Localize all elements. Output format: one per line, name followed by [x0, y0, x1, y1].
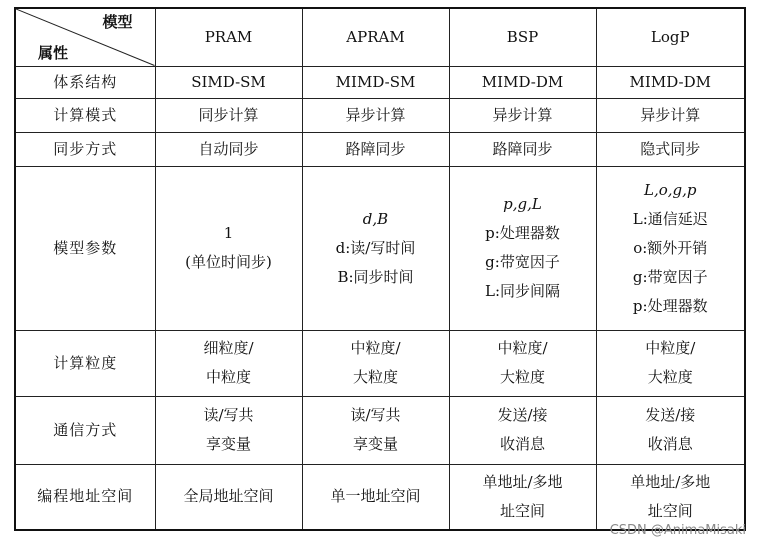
- cell-line: MIMD-SM: [335, 72, 416, 91]
- cell-line: 单地址/多地: [482, 472, 563, 491]
- cell-line: p:处理器数: [632, 296, 708, 315]
- cell-line: 中粒度/: [497, 339, 548, 357]
- table-cell: [155, 98, 302, 132]
- cell-line: SIMD-SM: [191, 72, 266, 91]
- table-cell: [596, 98, 745, 132]
- cell-line: 发送/接: [497, 406, 548, 424]
- corner-attribute-label: 属性: [38, 43, 69, 62]
- table-cell: [596, 396, 745, 464]
- cell-line: 收消息: [499, 435, 545, 453]
- table-cell: [449, 166, 596, 330]
- cell-line: 路障同步: [492, 139, 553, 158]
- table-cell: [302, 396, 449, 464]
- cell-line: 隐式同步: [640, 139, 701, 158]
- cell-line: 大粒度: [647, 368, 693, 386]
- table-row: [15, 98, 745, 132]
- table-cell: [155, 396, 302, 464]
- header-logp: LogP: [596, 8, 745, 66]
- cell-line: 收消息: [647, 435, 693, 453]
- cell-line: 单地址/多地: [630, 472, 711, 491]
- cell-line: 享变量: [205, 435, 251, 453]
- table-cell: [596, 330, 745, 396]
- cell-line: 中粒度/: [645, 339, 696, 357]
- cell-line: 异步计算: [640, 105, 701, 124]
- cell-line: p,g,L: [503, 195, 542, 213]
- cell-line: 路障同步: [345, 139, 406, 158]
- header-apram: APRAM: [302, 8, 449, 66]
- cell-line: L:同步间隔: [484, 282, 560, 300]
- cell-line: g:带宽因子: [485, 253, 560, 271]
- corner-model-label: 模型: [102, 13, 133, 31]
- corner-cell: [15, 8, 155, 66]
- table-cell: [302, 464, 449, 530]
- table-cell: [596, 464, 745, 530]
- table-cell: [302, 66, 449, 98]
- table-cell: [155, 166, 302, 330]
- header-pram: PRAM: [155, 8, 302, 66]
- cell-line: (单位时间步): [185, 253, 272, 271]
- table-cell: [302, 132, 449, 166]
- row-label: 模型参数: [15, 166, 155, 330]
- row-label: 计算粒度: [15, 330, 155, 396]
- cell-line: 大粒度: [499, 368, 545, 386]
- table-cell: [155, 464, 302, 530]
- table-cell: [596, 166, 745, 330]
- table-cell: [302, 330, 449, 396]
- cell-line: 中粒度/: [350, 339, 401, 357]
- table-row: [15, 166, 745, 330]
- cell-line: MIMD-DM: [481, 72, 564, 91]
- table-cell: [155, 132, 302, 166]
- cell-line: 中粒度: [205, 368, 251, 386]
- cell-line: 读/写共: [350, 406, 401, 424]
- table-cell: [449, 330, 596, 396]
- cell-line: 单一地址空间: [330, 487, 421, 506]
- diagonal-divider: [16, 9, 155, 66]
- cell-line: g:带宽因子: [632, 267, 708, 286]
- table-cell: [449, 132, 596, 166]
- cell-line: 细粒度/: [203, 339, 254, 357]
- cell-line: p:处理器数: [485, 224, 560, 242]
- cell-line: B:同步时间: [337, 267, 414, 286]
- cell-line: 发送/接: [645, 406, 696, 424]
- table-cell: [302, 98, 449, 132]
- cell-line: MIMD-DM: [629, 72, 711, 91]
- cell-line: 大粒度: [352, 368, 398, 386]
- table-row: [15, 330, 745, 396]
- comparison-table: [14, 7, 746, 531]
- table-cell: [596, 132, 745, 166]
- cell-line: 址空间: [647, 501, 693, 520]
- table-cell: [449, 396, 596, 464]
- row-label: 体系结构: [15, 66, 155, 98]
- cell-line: 全局地址空间: [183, 487, 274, 506]
- table-cell: [302, 166, 449, 330]
- table-cell: [449, 66, 596, 98]
- watermark-text: CSDN @AnimaMisaki: [609, 523, 746, 538]
- cell-line: 1: [223, 224, 234, 242]
- table-cell: [449, 464, 596, 530]
- table-cell: [449, 98, 596, 132]
- cell-line: d,B: [362, 209, 389, 228]
- cell-line: 自动同步: [198, 139, 259, 158]
- row-label: 计算模式: [15, 98, 155, 132]
- table-row: [15, 132, 745, 166]
- header-row: [15, 8, 745, 66]
- table-row: [15, 396, 745, 464]
- cell-line: 享变量: [352, 435, 398, 453]
- cell-line: 读/写共: [203, 406, 254, 424]
- cell-line: L:通信延迟: [632, 209, 708, 228]
- cell-line: 址空间: [499, 501, 545, 520]
- cell-line: 同步计算: [198, 105, 259, 124]
- row-label: 通信方式: [15, 396, 155, 464]
- row-label: 同步方式: [15, 132, 155, 166]
- table-row: [15, 66, 745, 98]
- cell-line: o:额外开销: [633, 238, 708, 257]
- table-cell: [155, 330, 302, 396]
- cell-line: d:读/写时间: [335, 238, 416, 257]
- row-label: 编程地址空间: [15, 464, 155, 530]
- table-cell: [155, 66, 302, 98]
- cell-line: 异步计算: [492, 105, 553, 124]
- table-row: [15, 464, 745, 530]
- table-cell: [596, 66, 745, 98]
- cell-line: 异步计算: [345, 105, 406, 124]
- cell-line: L,o,g,p: [644, 180, 697, 199]
- header-bsp: BSP: [449, 8, 596, 66]
